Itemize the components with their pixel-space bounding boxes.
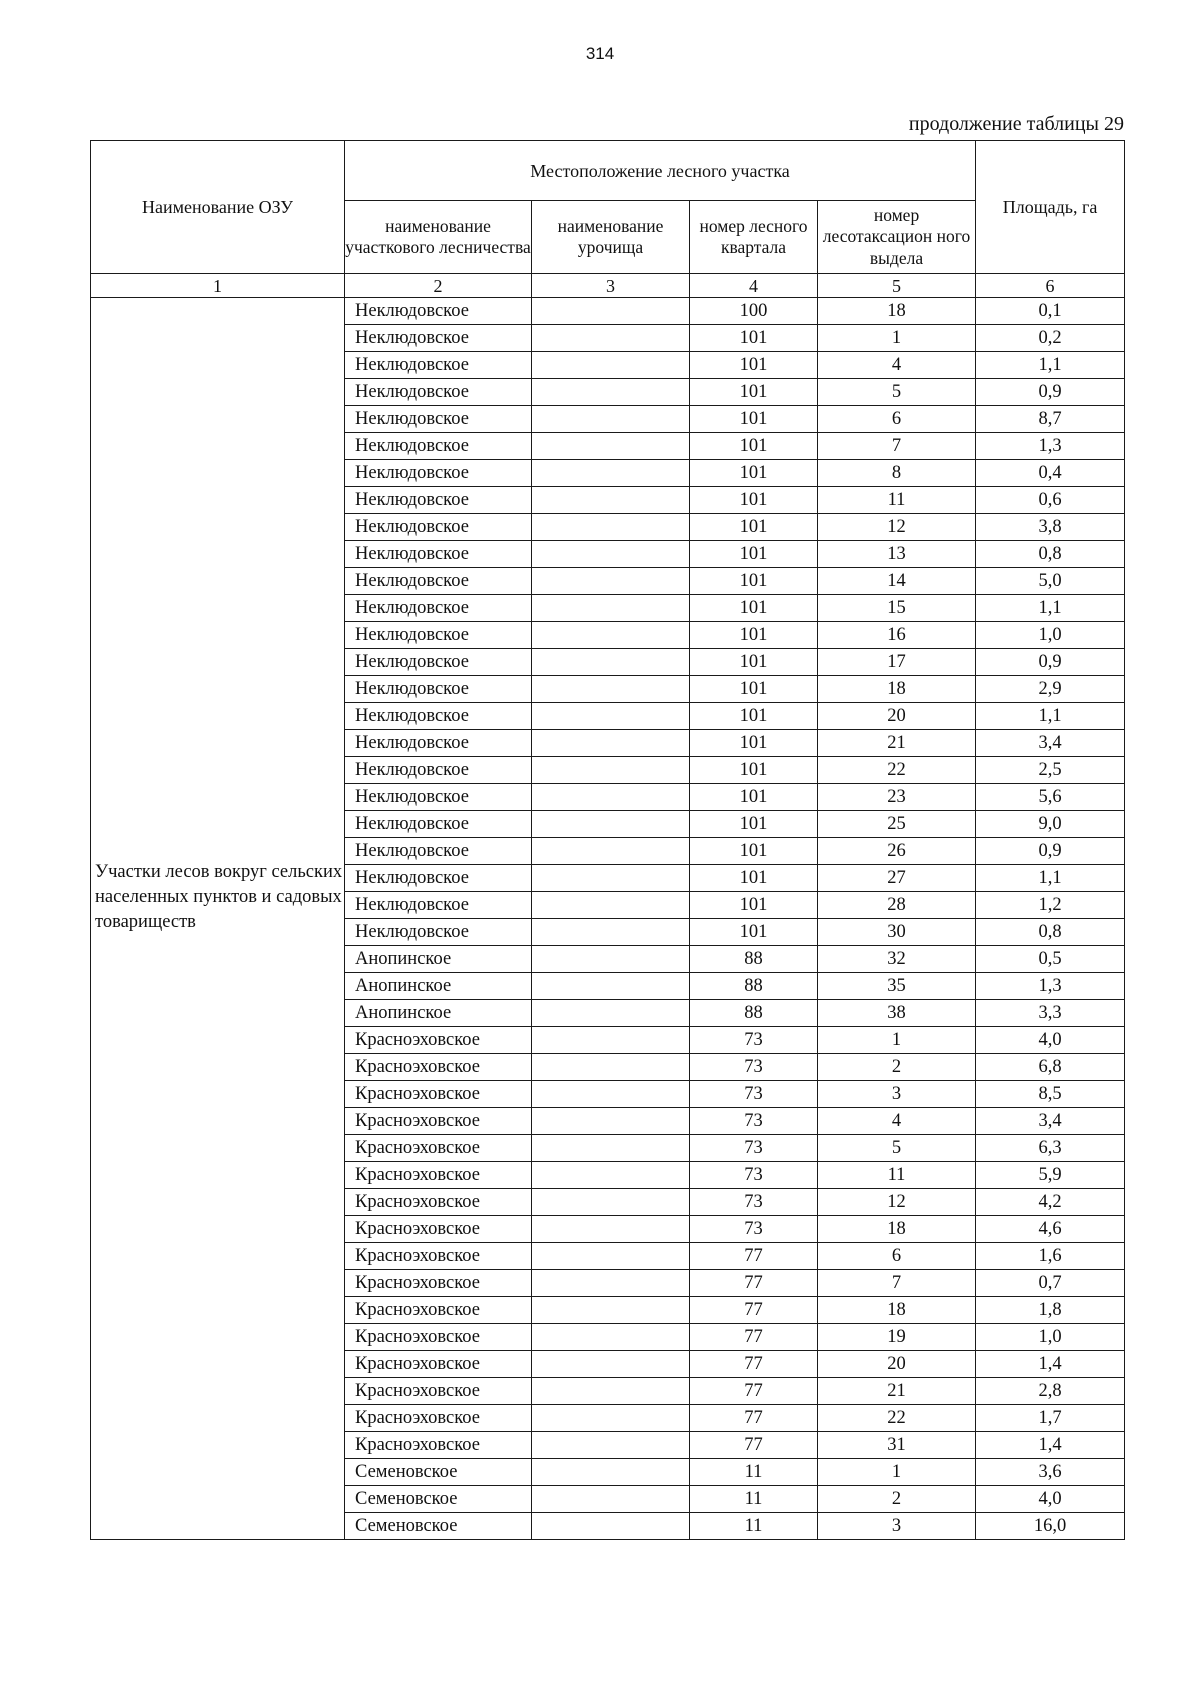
forestry-cell: Красноэховское bbox=[345, 1405, 532, 1432]
tract-cell bbox=[532, 865, 690, 892]
unit-cell: 20 bbox=[818, 1351, 976, 1378]
tract-cell bbox=[532, 784, 690, 811]
unit-cell: 6 bbox=[818, 406, 976, 433]
forestry-cell: Красноэховское bbox=[345, 1351, 532, 1378]
unit-cell: 18 bbox=[818, 676, 976, 703]
tract-cell bbox=[532, 1378, 690, 1405]
area-cell: 1,1 bbox=[976, 352, 1125, 379]
quarter-cell: 101 bbox=[690, 568, 818, 595]
forestry-cell: Семеновское bbox=[345, 1486, 532, 1513]
tract-cell bbox=[532, 676, 690, 703]
area-cell: 8,5 bbox=[976, 1081, 1125, 1108]
forestry-cell: Неклюдовское bbox=[345, 784, 532, 811]
forestry-cell: Красноэховское bbox=[345, 1297, 532, 1324]
column-number: 5 bbox=[818, 274, 976, 298]
quarter-cell: 101 bbox=[690, 676, 818, 703]
header-unit: номер лесотаксацион ного выдела bbox=[818, 201, 976, 274]
tract-cell bbox=[532, 730, 690, 757]
unit-cell: 6 bbox=[818, 1243, 976, 1270]
unit-cell: 2 bbox=[818, 1486, 976, 1513]
unit-cell: 8 bbox=[818, 460, 976, 487]
forestry-cell: Семеновское bbox=[345, 1513, 532, 1540]
tract-cell bbox=[532, 1243, 690, 1270]
area-cell: 16,0 bbox=[976, 1513, 1125, 1540]
quarter-cell: 101 bbox=[690, 703, 818, 730]
forestry-cell: Красноэховское bbox=[345, 1108, 532, 1135]
column-number: 2 bbox=[345, 274, 532, 298]
unit-cell: 3 bbox=[818, 1081, 976, 1108]
unit-cell: 21 bbox=[818, 1378, 976, 1405]
unit-cell: 28 bbox=[818, 892, 976, 919]
tract-cell bbox=[532, 1351, 690, 1378]
forestry-cell: Анопинское bbox=[345, 1000, 532, 1027]
tract-cell bbox=[532, 838, 690, 865]
forestry-cell: Неклюдовское bbox=[345, 676, 532, 703]
header-area: Площадь, га bbox=[976, 141, 1125, 274]
quarter-cell: 73 bbox=[690, 1054, 818, 1081]
tract-cell bbox=[532, 703, 690, 730]
page-number: 314 bbox=[585, 44, 615, 63]
forestry-cell: Неклюдовское bbox=[345, 460, 532, 487]
unit-cell: 35 bbox=[818, 973, 976, 1000]
quarter-cell: 88 bbox=[690, 1000, 818, 1027]
forestry-cell: Неклюдовское bbox=[345, 757, 532, 784]
unit-cell: 1 bbox=[818, 1027, 976, 1054]
column-number: 1 bbox=[91, 274, 345, 298]
tract-cell bbox=[532, 946, 690, 973]
quarter-cell: 73 bbox=[690, 1108, 818, 1135]
quarter-cell: 101 bbox=[690, 811, 818, 838]
tract-cell bbox=[532, 379, 690, 406]
tract-cell bbox=[532, 811, 690, 838]
forestry-cell: Неклюдовское bbox=[345, 838, 532, 865]
quarter-cell: 101 bbox=[690, 865, 818, 892]
quarter-cell: 77 bbox=[690, 1324, 818, 1351]
quarter-cell: 101 bbox=[690, 838, 818, 865]
tract-cell bbox=[532, 1135, 690, 1162]
unit-cell: 5 bbox=[818, 379, 976, 406]
area-cell: 6,3 bbox=[976, 1135, 1125, 1162]
quarter-cell: 101 bbox=[690, 325, 818, 352]
unit-cell: 4 bbox=[818, 352, 976, 379]
quarter-cell: 73 bbox=[690, 1027, 818, 1054]
forestry-cell: Неклюдовское bbox=[345, 379, 532, 406]
forestry-cell: Неклюдовское bbox=[345, 325, 532, 352]
area-cell: 0,5 bbox=[976, 946, 1125, 973]
tract-cell bbox=[532, 1108, 690, 1135]
quarter-cell: 101 bbox=[690, 784, 818, 811]
forestry-cell: Анопинское bbox=[345, 973, 532, 1000]
tract-cell bbox=[532, 1270, 690, 1297]
quarter-cell: 73 bbox=[690, 1216, 818, 1243]
unit-cell: 32 bbox=[818, 946, 976, 973]
ozu-name-cell: Участки лесов вокруг сельских населенных пунктов и садовых товариществ bbox=[91, 298, 345, 1540]
tract-cell bbox=[532, 1027, 690, 1054]
quarter-cell: 11 bbox=[690, 1486, 818, 1513]
forestry-cell: Красноэховское bbox=[345, 1243, 532, 1270]
area-cell: 0,2 bbox=[976, 325, 1125, 352]
forestry-cell: Неклюдовское bbox=[345, 622, 532, 649]
tract-cell bbox=[532, 487, 690, 514]
area-cell: 1,7 bbox=[976, 1405, 1125, 1432]
unit-cell: 2 bbox=[818, 1054, 976, 1081]
tract-cell bbox=[532, 757, 690, 784]
unit-cell: 17 bbox=[818, 649, 976, 676]
quarter-cell: 101 bbox=[690, 460, 818, 487]
area-cell: 3,6 bbox=[976, 1459, 1125, 1486]
area-cell: 1,4 bbox=[976, 1351, 1125, 1378]
tract-cell bbox=[532, 1324, 690, 1351]
unit-cell: 1 bbox=[818, 325, 976, 352]
area-cell: 3,3 bbox=[976, 1000, 1125, 1027]
quarter-cell: 100 bbox=[690, 298, 818, 325]
area-cell: 9,0 bbox=[976, 811, 1125, 838]
area-cell: 1,6 bbox=[976, 1243, 1125, 1270]
forestry-cell: Красноэховское bbox=[345, 1378, 532, 1405]
forestry-cell: Красноэховское bbox=[345, 1054, 532, 1081]
quarter-cell: 101 bbox=[690, 892, 818, 919]
forestry-cell: Красноэховское bbox=[345, 1216, 532, 1243]
quarter-cell: 101 bbox=[690, 757, 818, 784]
header-tract: наименование урочища bbox=[532, 201, 690, 274]
unit-cell: 21 bbox=[818, 730, 976, 757]
header-location: Местоположение лесного участка bbox=[345, 141, 976, 201]
area-cell: 0,9 bbox=[976, 379, 1125, 406]
forestry-cell: Красноэховское bbox=[345, 1135, 532, 1162]
unit-cell: 27 bbox=[818, 865, 976, 892]
forestry-cell: Неклюдовское bbox=[345, 865, 532, 892]
table-body bbox=[91, 298, 1125, 1540]
forestry-cell: Красноэховское bbox=[345, 1324, 532, 1351]
table-continuation-label: продолжение таблицы 29 bbox=[908, 113, 1124, 135]
tract-cell bbox=[532, 1405, 690, 1432]
unit-cell: 31 bbox=[818, 1432, 976, 1459]
area-cell: 3,8 bbox=[976, 514, 1125, 541]
tract-cell bbox=[532, 1486, 690, 1513]
unit-cell: 22 bbox=[818, 1405, 976, 1432]
unit-cell: 11 bbox=[818, 487, 976, 514]
header-forestry: наименование участкового лесничества bbox=[345, 201, 532, 274]
unit-cell: 7 bbox=[818, 1270, 976, 1297]
quarter-cell: 101 bbox=[690, 919, 818, 946]
quarter-cell: 73 bbox=[690, 1081, 818, 1108]
forestry-cell: Неклюдовское bbox=[345, 406, 532, 433]
quarter-cell: 101 bbox=[690, 406, 818, 433]
area-cell: 4,6 bbox=[976, 1216, 1125, 1243]
forestry-cell: Красноэховское bbox=[345, 1162, 532, 1189]
area-cell: 1,3 bbox=[976, 433, 1125, 460]
area-cell: 6,8 bbox=[976, 1054, 1125, 1081]
tract-cell bbox=[532, 352, 690, 379]
tract-cell bbox=[532, 1459, 690, 1486]
unit-cell: 18 bbox=[818, 298, 976, 325]
header-ozu-name: Наименование ОЗУ bbox=[91, 141, 345, 274]
unit-cell: 19 bbox=[818, 1324, 976, 1351]
forestry-cell: Неклюдовское bbox=[345, 514, 532, 541]
unit-cell: 22 bbox=[818, 757, 976, 784]
area-cell: 0,7 bbox=[976, 1270, 1125, 1297]
unit-cell: 18 bbox=[818, 1297, 976, 1324]
area-cell: 1,0 bbox=[976, 622, 1125, 649]
area-cell: 1,1 bbox=[976, 703, 1125, 730]
quarter-cell: 11 bbox=[690, 1513, 818, 1540]
area-cell: 4,0 bbox=[976, 1486, 1125, 1513]
column-number: 4 bbox=[690, 274, 818, 298]
area-cell: 0,4 bbox=[976, 460, 1125, 487]
quarter-cell: 73 bbox=[690, 1135, 818, 1162]
unit-cell: 23 bbox=[818, 784, 976, 811]
quarter-cell: 101 bbox=[690, 514, 818, 541]
unit-cell: 30 bbox=[818, 919, 976, 946]
unit-cell: 20 bbox=[818, 703, 976, 730]
area-cell: 5,9 bbox=[976, 1162, 1125, 1189]
area-cell: 1,4 bbox=[976, 1432, 1125, 1459]
tract-cell bbox=[532, 568, 690, 595]
forestry-cell: Неклюдовское bbox=[345, 487, 532, 514]
quarter-cell: 101 bbox=[690, 730, 818, 757]
forestry-cell: Неклюдовское bbox=[345, 433, 532, 460]
unit-cell: 25 bbox=[818, 811, 976, 838]
forestry-cell: Красноэховское bbox=[345, 1027, 532, 1054]
unit-cell: 18 bbox=[818, 1216, 976, 1243]
quarter-cell: 11 bbox=[690, 1459, 818, 1486]
quarter-cell: 77 bbox=[690, 1351, 818, 1378]
area-cell: 8,7 bbox=[976, 406, 1125, 433]
tract-cell bbox=[532, 1513, 690, 1540]
unit-cell: 14 bbox=[818, 568, 976, 595]
tract-cell bbox=[532, 541, 690, 568]
area-cell: 3,4 bbox=[976, 1108, 1125, 1135]
unit-cell: 1 bbox=[818, 1459, 976, 1486]
quarter-cell: 88 bbox=[690, 946, 818, 973]
table-row bbox=[91, 298, 1125, 325]
quarter-cell: 101 bbox=[690, 352, 818, 379]
unit-cell: 4 bbox=[818, 1108, 976, 1135]
tract-cell bbox=[532, 649, 690, 676]
unit-cell: 26 bbox=[818, 838, 976, 865]
tract-cell bbox=[532, 1189, 690, 1216]
area-cell: 0,9 bbox=[976, 838, 1125, 865]
area-cell: 5,0 bbox=[976, 568, 1125, 595]
forestry-cell: Неклюдовское bbox=[345, 811, 532, 838]
tract-cell bbox=[532, 1216, 690, 1243]
quarter-cell: 73 bbox=[690, 1189, 818, 1216]
area-cell: 0,1 bbox=[976, 298, 1125, 325]
forestry-cell: Семеновское bbox=[345, 1459, 532, 1486]
forestry-cell: Неклюдовское bbox=[345, 595, 532, 622]
forestry-cell: Неклюдовское bbox=[345, 892, 532, 919]
tract-cell bbox=[532, 298, 690, 325]
area-cell: 0,8 bbox=[976, 541, 1125, 568]
unit-cell: 12 bbox=[818, 1189, 976, 1216]
quarter-cell: 101 bbox=[690, 595, 818, 622]
area-cell: 1,2 bbox=[976, 892, 1125, 919]
area-cell: 2,5 bbox=[976, 757, 1125, 784]
area-cell: 0,6 bbox=[976, 487, 1125, 514]
forestry-cell: Красноэховское bbox=[345, 1270, 532, 1297]
area-cell: 1,1 bbox=[976, 595, 1125, 622]
forestry-cell: Неклюдовское bbox=[345, 541, 532, 568]
tract-cell bbox=[532, 514, 690, 541]
unit-cell: 5 bbox=[818, 1135, 976, 1162]
forest-plots-table bbox=[90, 140, 1125, 1540]
area-cell: 0,8 bbox=[976, 919, 1125, 946]
tract-cell bbox=[532, 1297, 690, 1324]
tract-cell bbox=[532, 460, 690, 487]
forestry-cell: Красноэховское bbox=[345, 1189, 532, 1216]
forestry-cell: Неклюдовское bbox=[345, 703, 532, 730]
tract-cell bbox=[532, 1054, 690, 1081]
unit-cell: 11 bbox=[818, 1162, 976, 1189]
forestry-cell: Красноэховское bbox=[345, 1081, 532, 1108]
unit-cell: 3 bbox=[818, 1513, 976, 1540]
tract-cell bbox=[532, 1081, 690, 1108]
unit-cell: 12 bbox=[818, 514, 976, 541]
area-cell: 1,3 bbox=[976, 973, 1125, 1000]
quarter-cell: 101 bbox=[690, 622, 818, 649]
tract-cell bbox=[532, 1432, 690, 1459]
area-cell: 2,9 bbox=[976, 676, 1125, 703]
column-number: 3 bbox=[532, 274, 690, 298]
forestry-cell: Неклюдовское bbox=[345, 352, 532, 379]
quarter-cell: 88 bbox=[690, 973, 818, 1000]
unit-cell: 15 bbox=[818, 595, 976, 622]
area-cell: 1,8 bbox=[976, 1297, 1125, 1324]
quarter-cell: 77 bbox=[690, 1378, 818, 1405]
tract-cell bbox=[532, 622, 690, 649]
quarter-cell: 101 bbox=[690, 649, 818, 676]
tract-cell bbox=[532, 919, 690, 946]
column-number-row bbox=[91, 274, 1125, 298]
quarter-cell: 101 bbox=[690, 379, 818, 406]
forestry-cell: Неклюдовское bbox=[345, 568, 532, 595]
tract-cell bbox=[532, 406, 690, 433]
forestry-cell: Красноэховское bbox=[345, 1432, 532, 1459]
quarter-cell: 73 bbox=[690, 1162, 818, 1189]
tract-cell bbox=[532, 973, 690, 1000]
column-number: 6 bbox=[976, 274, 1125, 298]
area-cell: 3,4 bbox=[976, 730, 1125, 757]
quarter-cell: 101 bbox=[690, 433, 818, 460]
area-cell: 1,1 bbox=[976, 865, 1125, 892]
unit-cell: 7 bbox=[818, 433, 976, 460]
tract-cell bbox=[532, 325, 690, 352]
unit-cell: 38 bbox=[818, 1000, 976, 1027]
quarter-cell: 101 bbox=[690, 487, 818, 514]
area-cell: 0,9 bbox=[976, 649, 1125, 676]
tract-cell bbox=[532, 433, 690, 460]
area-cell: 5,6 bbox=[976, 784, 1125, 811]
tract-cell bbox=[532, 892, 690, 919]
quarter-cell: 77 bbox=[690, 1243, 818, 1270]
forestry-cell: Неклюдовское bbox=[345, 919, 532, 946]
area-cell: 4,0 bbox=[976, 1027, 1125, 1054]
quarter-cell: 101 bbox=[690, 541, 818, 568]
forestry-cell: Неклюдовское bbox=[345, 649, 532, 676]
unit-cell: 13 bbox=[818, 541, 976, 568]
quarter-cell: 77 bbox=[690, 1297, 818, 1324]
header-quarter: номер лесного квартала bbox=[690, 201, 818, 274]
forestry-cell: Неклюдовское bbox=[345, 298, 532, 325]
tract-cell bbox=[532, 1162, 690, 1189]
quarter-cell: 77 bbox=[690, 1270, 818, 1297]
tract-cell bbox=[532, 1000, 690, 1027]
tract-cell bbox=[532, 595, 690, 622]
forestry-cell: Анопинское bbox=[345, 946, 532, 973]
forestry-cell: Неклюдовское bbox=[345, 730, 532, 757]
unit-cell: 16 bbox=[818, 622, 976, 649]
area-cell: 4,2 bbox=[976, 1189, 1125, 1216]
area-cell: 2,8 bbox=[976, 1378, 1125, 1405]
quarter-cell: 77 bbox=[690, 1405, 818, 1432]
quarter-cell: 77 bbox=[690, 1432, 818, 1459]
area-cell: 1,0 bbox=[976, 1324, 1125, 1351]
